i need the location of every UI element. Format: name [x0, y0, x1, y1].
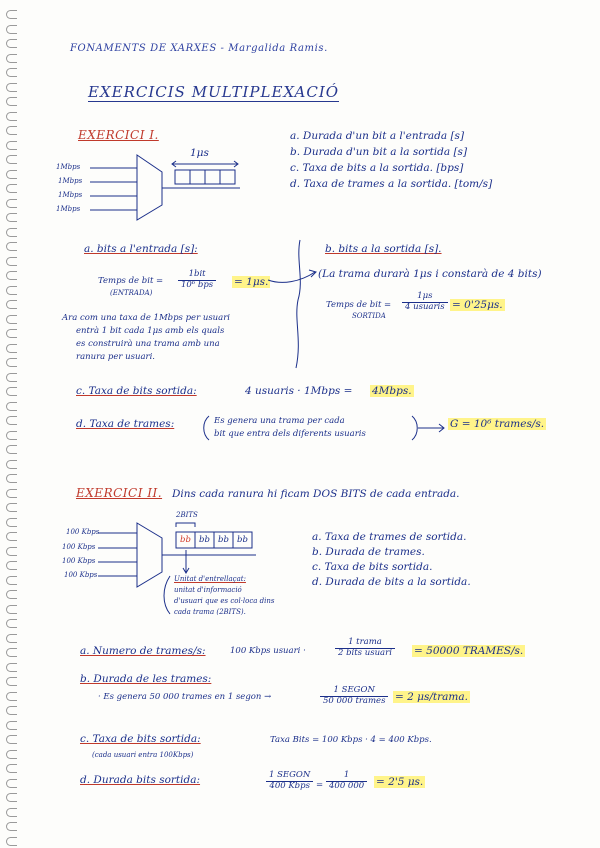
ex2-c-note: (cada usuari entra 100Kbps) — [92, 751, 194, 759]
ex1-b-result: = 0'25μs. — [452, 299, 503, 311]
ex2-c-expr: Taxa Bits = 100 Kbps · 4 = 400 Kbps. — [270, 735, 432, 745]
note-line: Es genera una trama per cada — [214, 416, 345, 426]
ex1-timespan: 1μs — [190, 147, 209, 159]
ex1-heading: EXERCICI I. — [78, 128, 159, 142]
ex1-c-heading: c. Taxa de bits sortida: — [76, 385, 197, 397]
ex1-a-result: = 1μs. — [234, 276, 269, 288]
note-line: ranura per usuari. — [76, 352, 156, 362]
ex2-question: c. Taxa de bits sortida. — [312, 561, 433, 573]
ex2-heading: EXERCICI II. — [76, 486, 163, 500]
ex1-input-3: 1Mbps — [58, 191, 83, 199]
ex2-mux-symbol — [137, 523, 162, 587]
ex1-question: b. Durada d'un bit a la sortida [s] — [290, 146, 468, 158]
ex2-input-1: 100 Kbps — [66, 528, 100, 536]
ex2-question: b. Durada de trames. — [312, 546, 425, 558]
ex1-b-heading: b. bits a la sortida [s]. — [325, 243, 442, 255]
ex1-d-result: G = 10⁶ trames/s. — [450, 418, 545, 430]
ex1-b-num: 1μs — [402, 292, 448, 303]
ex2-d-fraction-2 — [326, 771, 367, 792]
equals-sign: = — [316, 780, 324, 790]
ex2-a-fraction — [335, 638, 395, 659]
ex1-a-lhs-sub: (ENTRADA) — [110, 289, 153, 297]
note-line: cada trama (2BITS). — [174, 608, 246, 616]
ex1-d-heading: d. Taxa de trames: — [76, 418, 175, 430]
note-line: entrà 1 bit cada 1μs amb els quals — [76, 326, 225, 336]
ex1-input-2: 1Mbps — [58, 177, 83, 185]
ex2-d-den: 400 Kbps — [269, 780, 310, 791]
ex1-a-num: 1bit — [178, 270, 216, 281]
ex1-question: d. Taxa de trames a la sortida. [tom/s] — [290, 178, 493, 190]
ex2-slot: bb — [237, 535, 248, 545]
ex2-d-num: 1 SEGON — [266, 771, 313, 782]
ex2-input-3: 100 Kbps — [62, 557, 96, 565]
ex2-b-num: 1 SEGON — [320, 686, 388, 697]
ex2-slot: bb — [218, 535, 229, 545]
ex1-input-1: 1Mbps — [56, 163, 81, 171]
ex2-b-fraction — [320, 686, 388, 707]
ex2-question-list — [312, 530, 471, 590]
ex1-c-expr: 4 usuaris · 1Mbps = — [245, 385, 353, 397]
note-line: bit que entra dels diferents usuaris — [214, 429, 366, 439]
ex2-a-result: = 50000 TRAMES/s. — [414, 645, 524, 657]
ex1-a-heading: a. bits a l'entrada [s]: — [84, 243, 198, 255]
note-line: unitat d'informació — [174, 586, 242, 594]
ex2-a-num: 1 trama — [335, 638, 395, 649]
note-line: d'usuari que es col·loca dins — [174, 597, 275, 605]
ex2-b-den: 50 000 trames — [323, 695, 386, 706]
ex1-b-lhs-sub: SORTIDA — [352, 312, 386, 320]
ex2-unit-note — [174, 574, 275, 618]
ex2-c-label: c. Taxa de bits sortida: — [80, 733, 201, 745]
ex2-bits-label: 2BITS — [176, 511, 198, 519]
ex2-intro: Dins cada ranura hi ficam DOS BITS de cada entrada. — [172, 488, 460, 500]
ex2-b-result: = 2 μs/trama. — [395, 691, 468, 703]
ex1-question: a. Durada d'un bit a l'entrada [s] — [290, 130, 465, 142]
ex2-d-label: d. Durada bits sortida: — [80, 774, 201, 786]
page-header: FONAMENTS DE XARXES - Margalida Ramis. — [70, 43, 328, 54]
ex2-input-2: 100 Kbps — [62, 543, 96, 551]
ex1-a-den: 10⁶ bps — [181, 279, 214, 290]
ex2-question: a. Taxa de trames de sortida. — [312, 531, 467, 543]
ex2-d-result: = 2'5 μs. — [376, 776, 424, 788]
ex2-d-num2: 1 — [326, 771, 367, 782]
ex2-input-4: 100 Kbps — [64, 571, 98, 579]
ex2-a-den: 2 bits usuari — [338, 647, 392, 658]
ex1-b-lhs: Temps de bit = — [326, 300, 392, 310]
note-line: Ara com una taxa de 1Mbps per usuari — [62, 313, 231, 323]
ex2-a-expr: 100 Kbps usuari · — [230, 646, 306, 656]
note-line: es construirà una trama amb una — [76, 339, 220, 349]
ex1-c-result: 4Mbps. — [372, 385, 412, 397]
page-title: EXERCICIS MULTIPLEXACIÓ — [88, 83, 340, 101]
ex2-slot: bb — [180, 535, 191, 545]
note-line: Unitat d'entrellaçat: — [174, 575, 246, 583]
ex2-d-fraction-1 — [266, 771, 313, 792]
ex2-b-note: · Es genera 50 000 trames en 1 segon → — [98, 692, 272, 702]
ex1-question: c. Taxa de bits a la sortida. [bps] — [290, 162, 464, 174]
ex2-d-den2: 400 000 — [329, 780, 365, 791]
ex1-b-den: 4 usuaris — [405, 301, 445, 312]
ex2-b-label: b. Durada de les trames: — [80, 673, 212, 685]
ex1-b-note: (La trama durarà 1μs i constarà de 4 bits) — [318, 268, 542, 280]
ex2-question: d. Durada de bits a la sortida. — [312, 576, 471, 588]
ex2-a-label: a. Numero de trames/s: — [80, 645, 206, 657]
ex1-a-lhs: Temps de bit = — [98, 276, 164, 286]
ex2-slot: bb — [199, 535, 210, 545]
ex1-input-4: 1Mbps — [56, 205, 81, 213]
